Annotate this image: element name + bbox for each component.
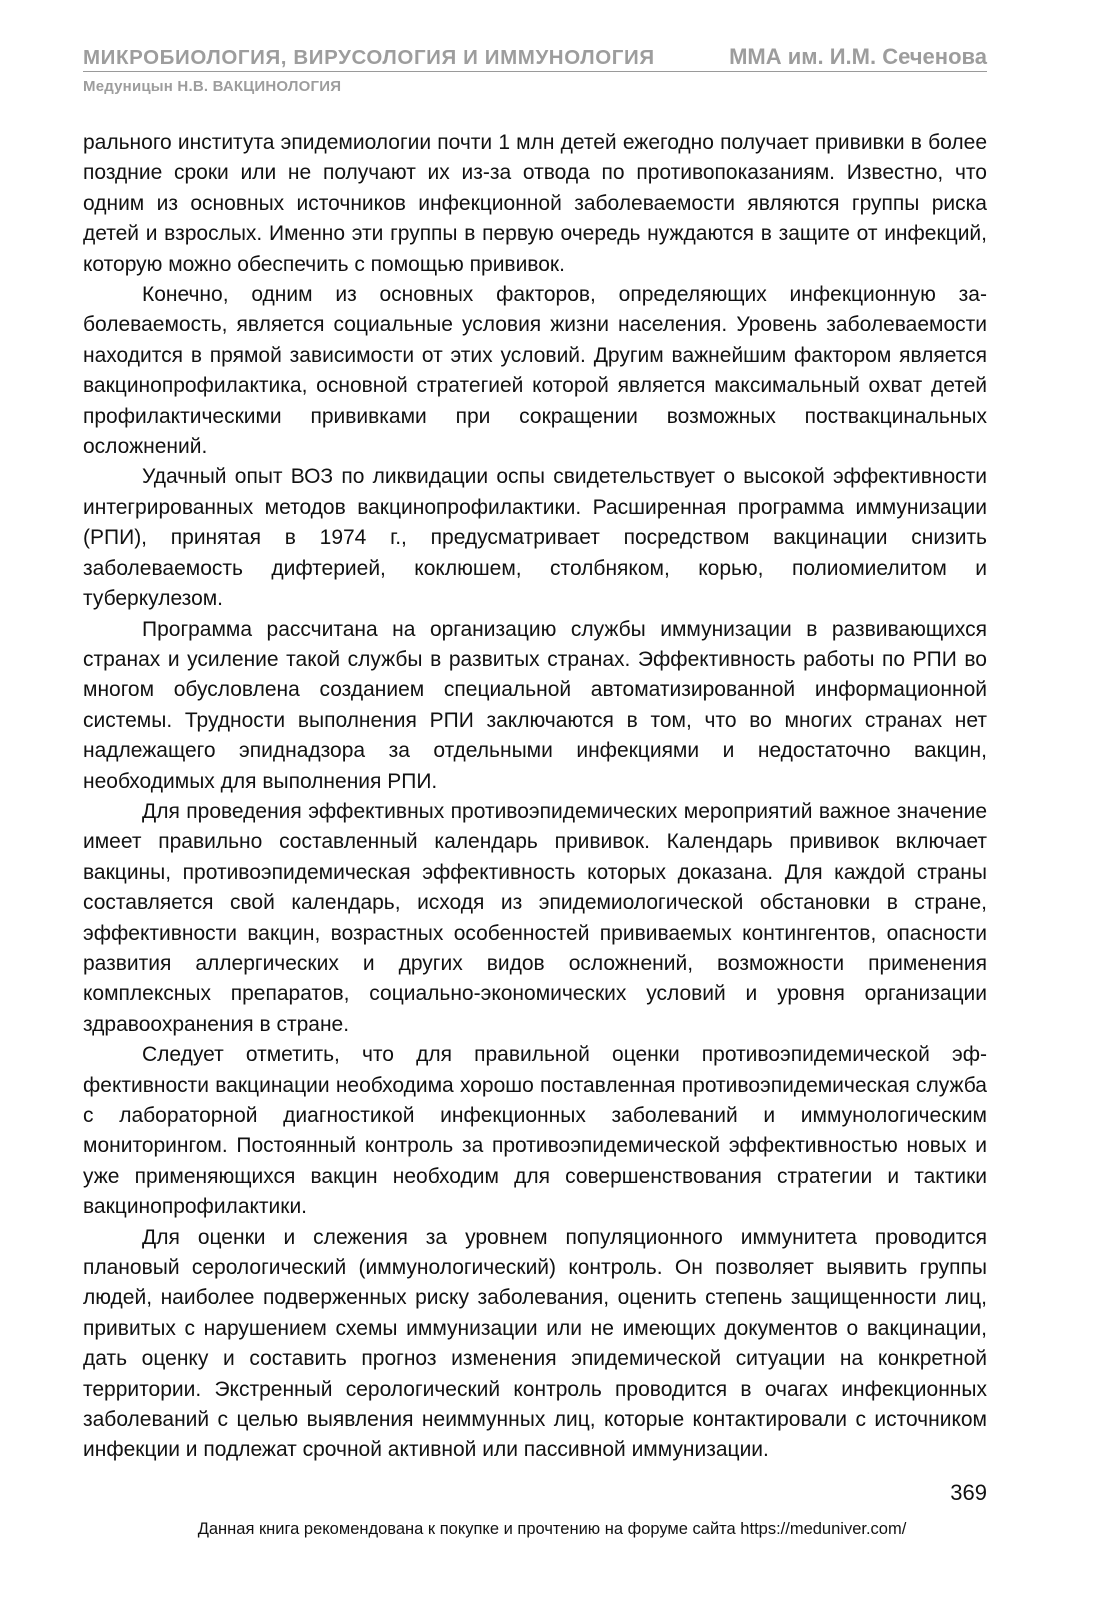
author-book-title: Медуницын Н.В. ВАКЦИНОЛОГИЯ	[83, 78, 342, 95]
institution-name: ММА им. И.М. Сеченова	[729, 44, 987, 69]
paragraph: Удачный опыт ВОЗ по ликвидации оспы свидетельствует о высокой эффективности интегрированных методов вакцинопрофилактики. Расширенная программа иммунизации (РПИ), принятая в 1974 г., предусматривает посредством вакцинации снизить заболеваемость дифтерией, коклюшем, столбняком, корью, полиомиелитом и туберкулезом.	[83, 465, 987, 611]
paragraph: Для оценки и слежения за уровнем популяционного иммунитета проводится плановый серологический (иммунологический) контроль. Он позволяет выявить группы людей, наиболее подверженных риску заболевания, оценить степень защищенности лиц, привитых с нарушением схемы иммунизации или не имеющих документов о вакцинации, дать оценку и составить прогноз изменения эпидемической ситуации на конкретной территории. Экстренный серологический контроль проводится в очагах инфекционных заболеваний с целью выявления неиммунных лиц, которые контактировали с источником инфекции и подлежат срочной активной или пассивной иммунизации.	[83, 1225, 987, 1462]
footer-note: Данная книга рекомендована к покупке и прочтению на форуме сайта https://meduniver.com/	[197, 1520, 907, 1538]
running-head-top-row	[83, 44, 987, 72]
running-head	[83, 44, 987, 95]
paragraph: Программа рассчитана на организацию службы иммунизации в развивающихся странах и усиление такой службы в развитых странах. Эффективность работы по РПИ во многом обусловлена созданием специальной автоматизированной информационной системы. Трудности выполнения РПИ заключаются в том, что во многих странах нет надлежащего эпиднадзора за отдельными инфекциями и недостаточно вакцин, необходимых для выполнения РПИ.	[83, 617, 987, 793]
course-title: МИКРОБИОЛОГИЯ, ВИРУСОЛОГИЯ И ИММУНОЛОГИЯ	[83, 46, 655, 69]
page-number: 369	[950, 1480, 987, 1505]
paragraph: Конечно, одним из основных факторов, определяющих инфекционную заболеваемость, является социальные условия жизни населения. Уровень заболеваемости находится в прямой зависимости от этих условий. Другим важнейшим фактором является вакцинопрофилактика, основной стратегией которой является максимальный охват детей профилактическими прививками при сокращении возможных поствакцинальных осложнений.	[83, 283, 987, 459]
paragraph: Для проведения эффективных противоэпидемических мероприятий важное значение имеет правильно составленный календарь прививок. Календарь прививок включает вакцины, противоэпидемическая эффективность которых доказана. Для каждой страны составляется свой календарь, исходя из эпидемиологической обстановки в стране, эффективности вакцин, возрастных особенностей прививаемых контингентов, опасности развития аллергических и других видов осложнений, возможности применения комплексных препаратов, социально-экономических условий и уровня организации здравоохранения в стране.	[83, 799, 987, 1036]
paragraph: Следует отметить, что для правильной оценки противоэпидемической эффективности вакцинации необходима хорошо поставленная противоэпидемическая служба с лабораторной диагностикой инфекционных заболеваний и иммунологическим мониторингом. Постоянный контроль за противоэпидемической эффективностью новых и уже применяющихся вакцин необходим для совершенствования стратегии и тактики вакцинопрофилактики.	[83, 1043, 987, 1219]
body-text	[83, 128, 987, 1466]
paragraph-continuation: рального института эпидемиологии почти 1 млн детей ежегодно получает прививки в более поздние сроки или не получают их из-за отвода по противопоказаниям. Известно, что одним из основных источников инфекционной заболеваемости являются группы риска детей и взрослых. Именно эти группы в первую очередь нуждаются в защите от инфекций, которую можно обеспечить с помощью прививок.	[83, 131, 987, 276]
